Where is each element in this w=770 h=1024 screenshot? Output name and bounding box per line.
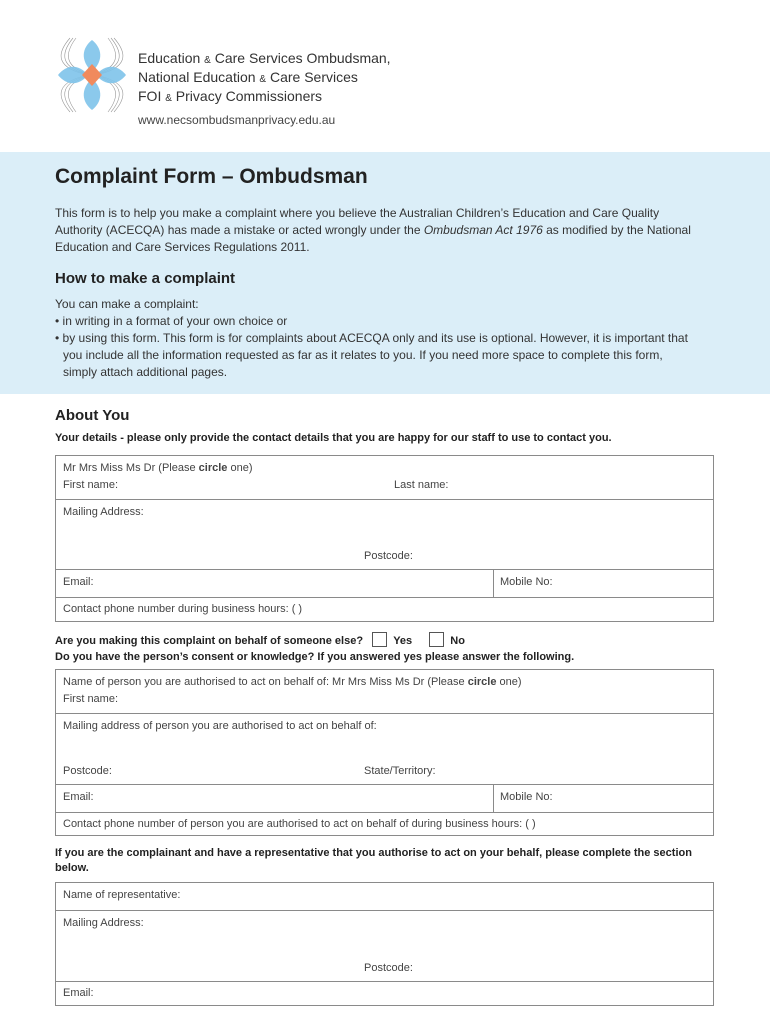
authorised-mailing-row [56, 714, 713, 785]
page-title: Complaint Form – Ombudsman [55, 165, 368, 188]
intro-paragraph: This form is to help you make a complaint where you believe the Australian Children’s Education and Care Quality Authority (ACECQA) has made a mistake or acted wrongly under the Ombudsman Act 1976 as modified by the National Education and Care Services Regulations 2011. [55, 206, 691, 254]
yes-checkbox[interactable] [372, 632, 387, 647]
authorised-name-row [56, 670, 713, 714]
about-instruction: Your details - please only provide the contact details that you are happy for our staff to use to contact you. [55, 432, 612, 444]
email-field[interactable]: Email: [63, 576, 94, 588]
authorised-phone-row [56, 813, 713, 838]
title-options[interactable]: Mr Mrs Miss Ms Dr (Please circle one) [63, 462, 253, 474]
behalf-question: Are you making this complaint on behalf of someone else? Yes No [55, 632, 465, 647]
authorised-mailing-field[interactable]: Mailing address of person you are authorised to act on behalf of: [63, 720, 377, 732]
email-row [56, 570, 713, 598]
how-to-heading: How to make a complaint [55, 270, 236, 287]
last-name-field[interactable]: Last name: [394, 479, 449, 491]
phone-row [56, 598, 713, 624]
contact-phone-field[interactable]: Contact phone number during business hours: ( ) [63, 603, 303, 615]
mailing-address-field[interactable]: Mailing Address: [63, 506, 144, 518]
ombudsman-logo-icon [52, 34, 132, 116]
representative-postcode-field[interactable]: Postcode: [364, 962, 413, 974]
first-name-field[interactable]: First name: [63, 479, 119, 491]
organisation-name: Education & Care Services Ombudsman, National Education & Care Services FOI & Privacy Commissioners [138, 50, 391, 104]
authorised-first-name-field[interactable]: First name: [63, 693, 119, 705]
authorised-email-field[interactable]: Email: [63, 791, 94, 803]
representative-instruction: If you are the complainant and have a representative that you authorise to act on your behalf, please complete the section below. [55, 847, 692, 874]
how-to-text: You can make a complaint: • in writing in a format of your own choice or • by using this form. This form is for complaints about ACECQA only and its use is optional. However, it is important that you include all the information requested as far as it relates to you. If you need more space to complete this form, simply attach additional pages. [55, 297, 688, 379]
no-label: No [450, 635, 465, 647]
name-row [56, 456, 713, 500]
page-header [0, 0, 770, 152]
representative-mailing-field[interactable]: Mailing Address: [63, 917, 144, 929]
representative-name-field[interactable]: Name of representative: [63, 889, 181, 901]
your-details-box [55, 455, 714, 622]
representative-box [55, 882, 714, 1006]
representative-email-row [56, 982, 713, 1007]
authorised-state-field[interactable]: State/Territory: [364, 765, 436, 777]
representative-name-row [56, 883, 713, 911]
representative-mailing-row [56, 911, 713, 982]
authorised-postcode-field[interactable]: Postcode: [63, 765, 112, 777]
authorised-person-box [55, 669, 714, 836]
authorised-email-row [56, 785, 713, 813]
representative-email-field[interactable]: Email: [63, 987, 94, 999]
mailing-address-row [56, 500, 713, 570]
no-checkbox[interactable] [429, 632, 444, 647]
postcode-field[interactable]: Postcode: [364, 550, 413, 562]
website-url[interactable]: www.necsombudsmanprivacy.edu.au [138, 113, 336, 127]
mobile-field[interactable]: Mobile No: [500, 576, 553, 588]
yes-label: Yes [393, 635, 413, 647]
authorised-phone-field[interactable]: Contact phone number of person you are authorised to act on behalf of during business hours: ( ) [63, 818, 536, 830]
divider [493, 570, 494, 597]
divider [493, 785, 494, 812]
authorised-mobile-field[interactable]: Mobile No: [500, 791, 553, 803]
authorised-title-options[interactable]: Name of person you are authorised to act on behalf of: Mr Mrs Miss Ms Dr (Please circle one) [63, 676, 522, 688]
about-you-heading: About You [55, 407, 130, 424]
consent-question: Do you have the person’s consent or knowledge? If you answered yes please answer the following. [55, 651, 575, 663]
